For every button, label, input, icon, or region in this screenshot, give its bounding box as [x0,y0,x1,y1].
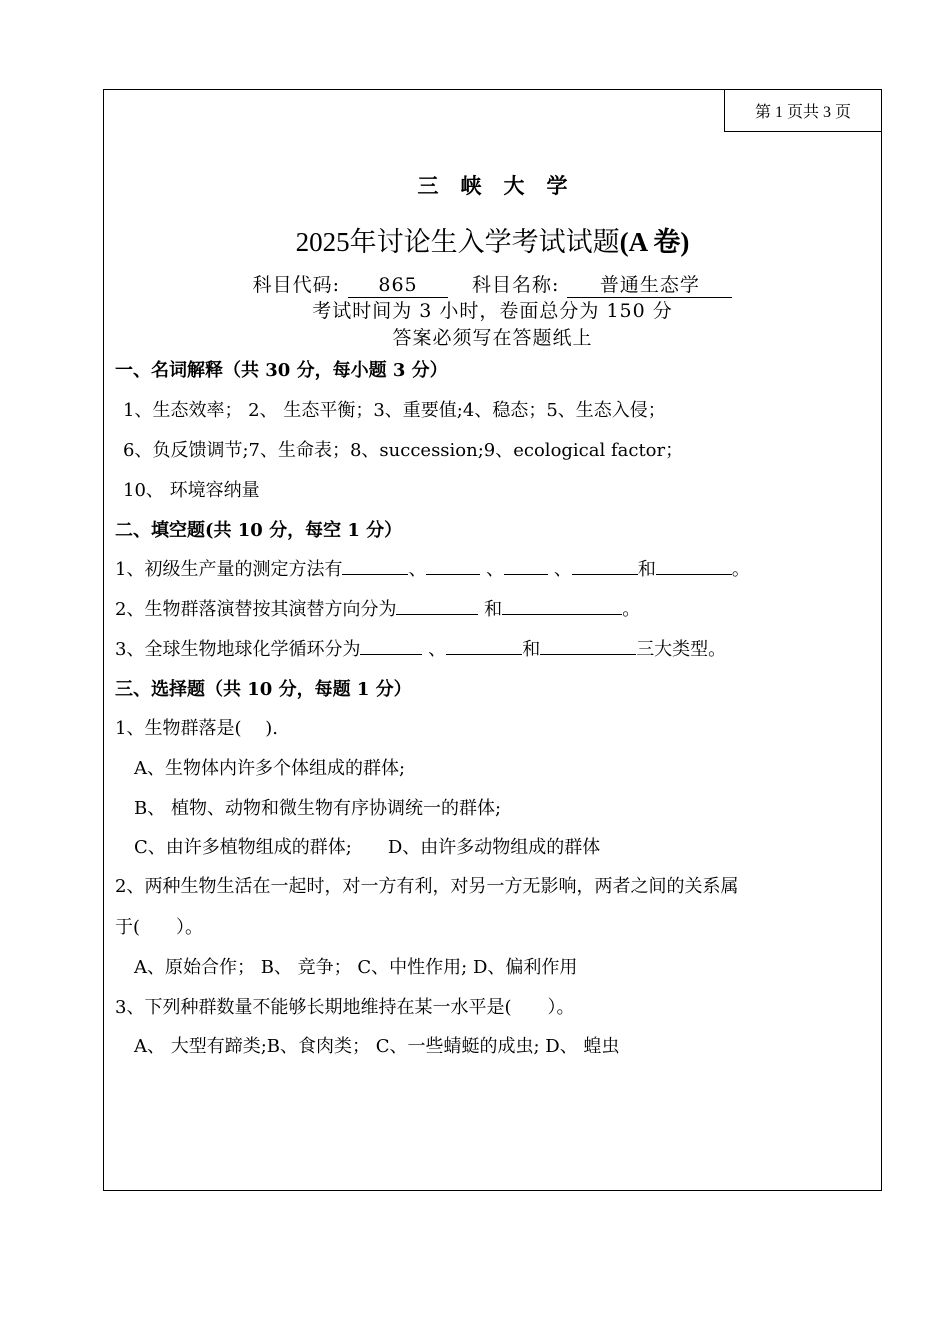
answer-blank [540,637,636,655]
answer-blank [426,557,480,575]
answer-blank [396,597,478,615]
choice-q1-option-a: A、生物体内许多个体组成的群体; [134,758,406,779]
answer-blank [504,557,548,575]
answer-note: 答案必须写在答题纸上 [392,327,593,349]
subject-line [104,270,881,298]
section1-line-3: 10、 环境容纳量 [123,480,260,501]
choice-q1-option-b: B、 植物、动物和微生物有序协调统一的群体; [134,798,502,819]
choice-question-2-line1: 2、两种生物生活在一起时，对一方有利，对另一方无影响，两者之间的关系属 [115,876,739,897]
exam-time: 考试时间为 3 小时，卷面总分为 150 分 [312,300,673,322]
university-name: 三峡大学 [417,173,590,198]
choice-q1-option-cd: C、由许多植物组成的群体; D、由许多动物组成的群体 [134,837,601,858]
section1-line-1: 1、生态效率； 2、 生态平衡；3、重要值;4、稳态；5、生态入侵； [123,400,666,421]
title-year: 2025 [295,227,350,257]
subject-name: 普通生态学 [567,273,732,298]
answer-blank [342,557,408,575]
answer-blank [502,597,622,615]
section1-line-2: 6、负反馈调节;7、生命表；8、succession;9、ecological factor； [123,440,684,461]
fill-question-3: 3、全球生物地球化学循环分为 、 和 三大类型。 [115,639,727,660]
code-label: 科目代码: [252,274,340,296]
name-label: 科目名称: [472,274,560,296]
title-paper: (A 卷) [619,227,690,257]
exam-frame [103,89,882,1191]
page-indicator: 第 1 页共 3 页 [724,89,882,132]
choice-question-2-line2: 于( ）。 [115,917,204,938]
choice-question-1: 1、生物群落是( ). [115,718,278,739]
subject-code: 865 [348,273,448,298]
choice-q3-options: A、 大型有蹄类;B、食肉类； C、一些蜻蜓的成虫; D、 蝗虫 [134,1036,620,1057]
fill-question-1: 1、初级生产量的测定方法有 、 、 、 和 。 [115,559,750,580]
section1-heading: 一、名词解释（共 30 分，每小题 3 分） [115,360,448,381]
exam-title [104,220,881,259]
answer-blank [656,557,732,575]
fill-question-2: 2、生物群落演替按其演替方向分为 和 。 [115,599,641,620]
choice-q2-options: A、原始合作； B、 竞争； C、中性作用; D、偏利作用 [134,957,578,978]
answer-blank [446,637,522,655]
section3-heading: 三、选择题（共 10 分，每题 1 分） [115,679,412,700]
answer-blank [360,637,422,655]
answer-blank [572,557,638,575]
title-main: 年讨论生入学考试试题 [349,227,620,257]
section2-heading: 二、填空题(共 10 分，每空 1 分） [115,520,403,541]
choice-question-3: 3、下列种群数量不能够长期地维持在某一水平是( ）。 [115,997,575,1018]
